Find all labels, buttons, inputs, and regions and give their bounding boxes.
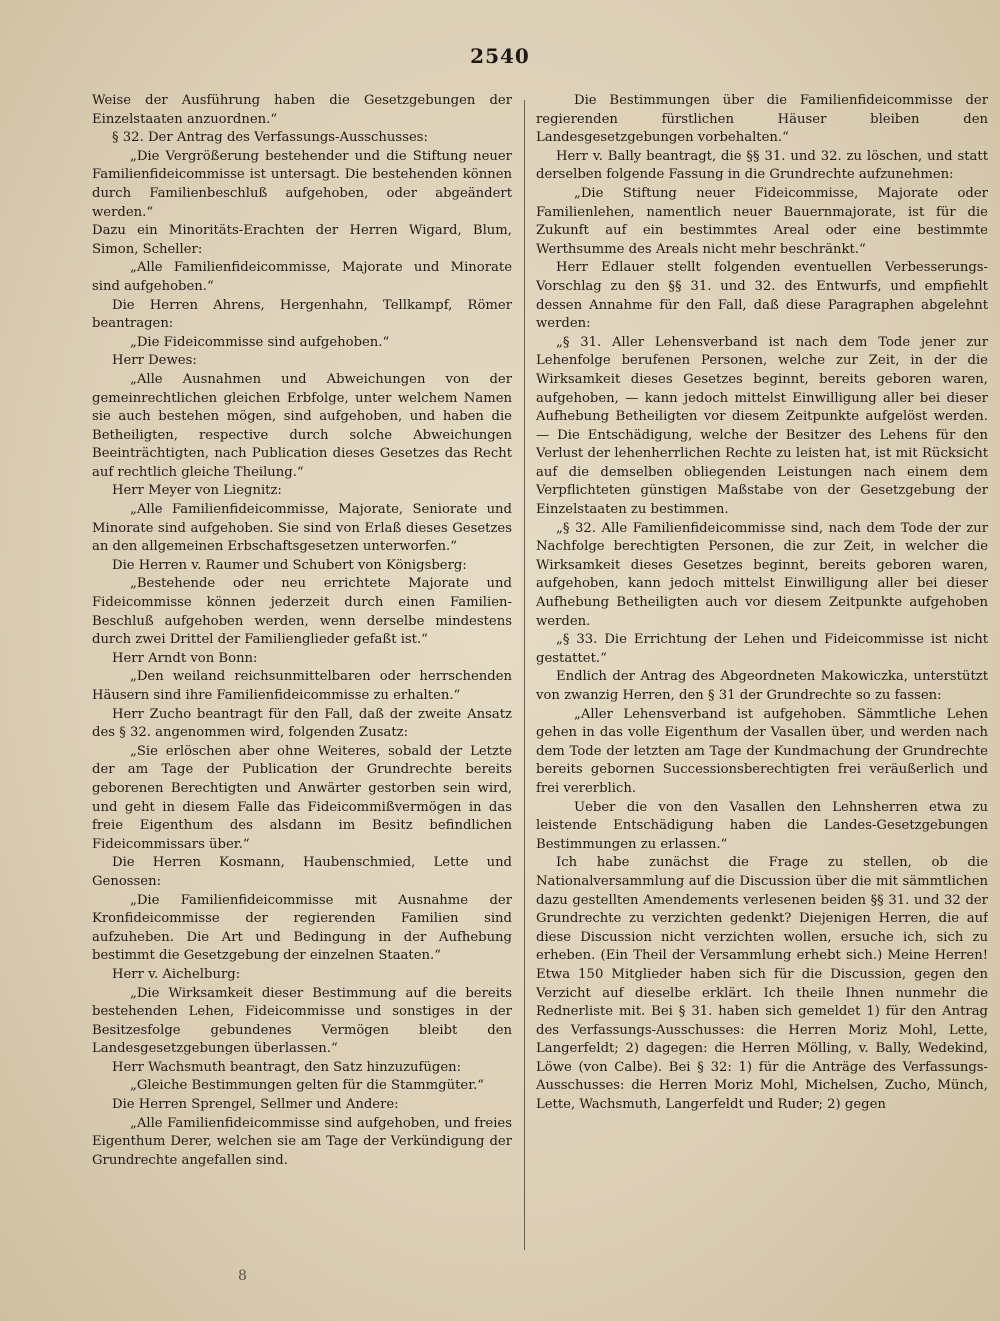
right-column (536, 92, 988, 1272)
paragraph: Weise der Ausführung haben die Gesetzgebungen der Einzelstaaten anzuordnen.“ (92, 93, 512, 127)
paragraph: Die Herren Sprengel, Sellmer und Andere: (112, 1097, 399, 1113)
paragraph: „Alle Familienfideicommisse, Majorate, Seniorate und Minorate sind aufgehoben. Sie sind von Erlaß dieses Gesetzes an den allgemeinen Erbschaftsgesetzen unterworfen.“ (92, 502, 512, 555)
paragraph: „Die Stiftung neuer Fideicommisse, Majorate oder Familienlehen, namentlich neuer Bauernmajorate, ist für die Zukunft auf ein bestimmtes Areal oder eine bestimmte Werthsumme des Areals nicht mehr beschränkt.“ (536, 185, 988, 257)
paragraph: Ich habe zunächst die Frage zu stellen, ob die Nationalversammlung auf die Discussion über die mit sämmtlichen dazu gestellten Amendements verlesenen beiden §§ 31. und 32 der Grundrechte zu verzichten gedenkt? Diejenigen Herren, die auf diese Discussion nicht verzichten wollen, ersuche ich, sich zu erheben. (Ein Theil der Versammlung erhebt sich.) Meine Herren! Etwa 150 Mitglieder haben sich für die Discussion, gegen den Verzicht auf dieselbe erklärt. Ich theile Ihnen nunmehr die Rednerliste mit. Bei § 31. haben sich gemeldet 1) für den Antrag des Verfassungs-Ausschusses: die Herren Moriz Mohl, Lette, Langerfeldt; 2) dagegen: die Herren Mölling, v. Bally, Wedekind, Löwe (von Calbe). Bei § 32: 1) für die Anträge des Verfassungs-Ausschusses: die Herren Moriz Mohl, Michelsen, Zucho, Münch, Lette, Wachsmuth, Langerfeldt und Ruder; 2) gegen (536, 855, 988, 1113)
paragraph: „Sie erlöschen aber ohne Weiteres, sobald der Letzte der am Tage der Publication der Grundrechte bereits geborenen Berechtigten und Anwärter gestorben sein wird, und geht in diesem Falle das Fideicommißvermögen in das freie Eigenthum des alsdann im Besitz befindlichen Fideicommissars über.“ (92, 743, 512, 852)
footer-mark: 8 (238, 1268, 247, 1284)
paragraph: Herr Dewes: (112, 353, 197, 369)
paragraph: „Den weiland reichsunmittelbaren oder herrschenden Häusern sind ihre Familienfideicommisse zu erhalten.“ (92, 669, 512, 703)
paragraph: „Alle Ausnahmen und Abweichungen von der gemeinrechtlichen gleichen Erbfolge, unter welchem Namen sie auch bestehen mögen, sind aufgehoben, und haben die Betheiligten, respective durch solche Abweichungen Beeinträchtigten, nach Publication dieses Gesetzes das Recht auf rechtlich gleiche Theilung.“ (92, 371, 512, 480)
paragraph: „Alle Familienfideicommisse, Majorate und Minorate sind aufgehoben.“ (92, 260, 512, 294)
paragraph: „Die Fideicommisse sind aufgehoben.“ (130, 334, 390, 350)
paragraph: „Alle Familienfideicommisse sind aufgehoben, und freies Eigenthum Derer, welchen sie am Tage der Verkündigung der Grundrechte angefallen sind. (92, 1115, 512, 1168)
page-number: 2540 (470, 44, 530, 68)
paragraph: Die Herren v. Raumer und Schubert von Königsberg: (112, 557, 467, 573)
paragraph: „Bestehende oder neu errichtete Majorate und Fideicommisse können jederzeit durch einen Familien-Beschluß aufgehoben werden, wenn derselbe mindestens durch zwei Drittel der Familienglieder gefaßt ist.“ (92, 576, 512, 648)
left-column (92, 92, 512, 1272)
paragraph: „Aller Lehensverband ist aufgehoben. Sämmtliche Lehen gehen in das volle Eigenthum der Vasallen über, und werden nach dem Tode der letzten am Tage der Kundmachung der Grundrechte bereits gebornen Successionsberechtigten frei veräußerlich und frei vererblich. (536, 706, 988, 796)
paragraph: Herr Meyer von Liegnitz: (112, 483, 282, 499)
paragraph: Die Herren Ahrens, Hergenhahn, Tellkampf, Römer beantragen: (92, 297, 512, 332)
paragraph: „Gleiche Bestimmungen gelten für die Stammgüter.“ (130, 1078, 485, 1094)
paragraph: „§ 32. Alle Familienfideicommisse sind, nach dem Tode der zur Nachfolge berechtigten Personen, die zur Zeit, in welcher die Wirksamkeit dieses Gesetzes beginnt, bereits geboren waren, aufgehoben, kann jedoch mittelst Einwilligung aller bei dieser Aufhebung Betheiligten auch vor diesem Zeitpunkte aufgehoben werden. (536, 520, 988, 629)
paragraph: Herr v. Aichelburg: (112, 966, 241, 982)
column-divider (524, 100, 525, 1250)
paragraph: Endlich der Antrag des Abgeordneten Makowiczka, unterstützt von zwanzig Herren, den § 31 der Grundrechte so zu fassen: (536, 669, 988, 703)
paragraph: Die Herren Kosmann, Haubenschmied, Lette und Genossen: (92, 855, 512, 889)
paragraph: Die Bestimmungen über die Familienfideicommisse der regierenden fürstlichen Häuser bleiben den Landesgesetzgebungen vorbehalten.“ (536, 93, 988, 146)
paragraph: Herr Edlauer stellt folgenden eventuellen Verbesserungs-Vorschlag zu den §§ 31. und 32. des Entwurfs, und empfiehlt dessen Annahme für den Fall, daß diese Paragraphen abgelehnt werden: (536, 260, 988, 332)
paragraph: „§ 31. Aller Lehensverband ist nach dem Tode jener zur Lehenfolge berufenen Personen, welche zur Zeit, in der die Wirksamkeit dieses Gesetzes beginnt, bereits geboren waren, aufgehoben, — kann jedoch mittelst Einwilligung aller bei dieser Aufhebung Betheiligten vor diesem Zeitpunkte aufgelöst werden. — Die Entschädigung, welche der Besitzer des Lehens für den Verlust der lehenherrlichen Rechte zu leisten hat, ist mit Rücksicht auf die demselben obliegenden Leistungen nach einem dem Verpflichteten günstigen Maßstabe von der Gesetzgebung der Einzelstaaten zu bestimmen. (536, 334, 988, 518)
paragraph: § 32. Der Antrag des Verfassungs-Ausschusses: (112, 130, 428, 146)
paragraph: „Die Familienfideicommisse mit Ausnahme der Kronfideicommisse der regierenden Familien sind aufzuheben. Die Art und Bedingung in der Aufhebung bestimmt die Gesetzgebung der einzelnen Staaten.“ (92, 892, 512, 964)
paragraph: Herr Zucho beantragt für den Fall, daß der zweite Ansatz des § 32. angenommen wird, folgenden Zusatz: (92, 706, 512, 741)
paragraph: Herr v. Bally beantragt, die §§ 31. und 32. zu löschen, und statt derselben folgende Fassung in die Grundrechte aufzunehmen: (536, 148, 988, 183)
paragraph: „§ 33. Die Errichtung der Lehen und Fideicommisse ist nicht gestattet.“ (536, 632, 988, 666)
paragraph: Ueber die von den Vasallen den Lehnsherren etwa zu leistende Entschädigung haben die Landes-Gesetzgebungen Bestimmungen zu erlassen.“ (536, 799, 988, 852)
paragraph: Dazu ein Minoritäts-Erachten der Herren Wigard, Blum, Simon, Scheller: (92, 223, 512, 257)
paragraph: „Die Vergrößerung bestehender und die Stiftung neuer Familienfideicommisse ist untersagt. Die bestehenden können durch Familienbeschluß aufgehoben, oder abgeändert werden.“ (92, 148, 512, 220)
paragraph: „Die Wirksamkeit dieser Bestimmung auf die bereits bestehenden Lehen, Fideicommisse und sonstiges in der Besitzesfolge gebundenes Vermögen bleibt den Landesgesetzgebungen überlassen.“ (92, 985, 512, 1057)
paragraph: Herr Wachsmuth beantragt, den Satz hinzuzufügen: (112, 1059, 462, 1075)
paragraph: Herr Arndt von Bonn: (112, 650, 258, 666)
